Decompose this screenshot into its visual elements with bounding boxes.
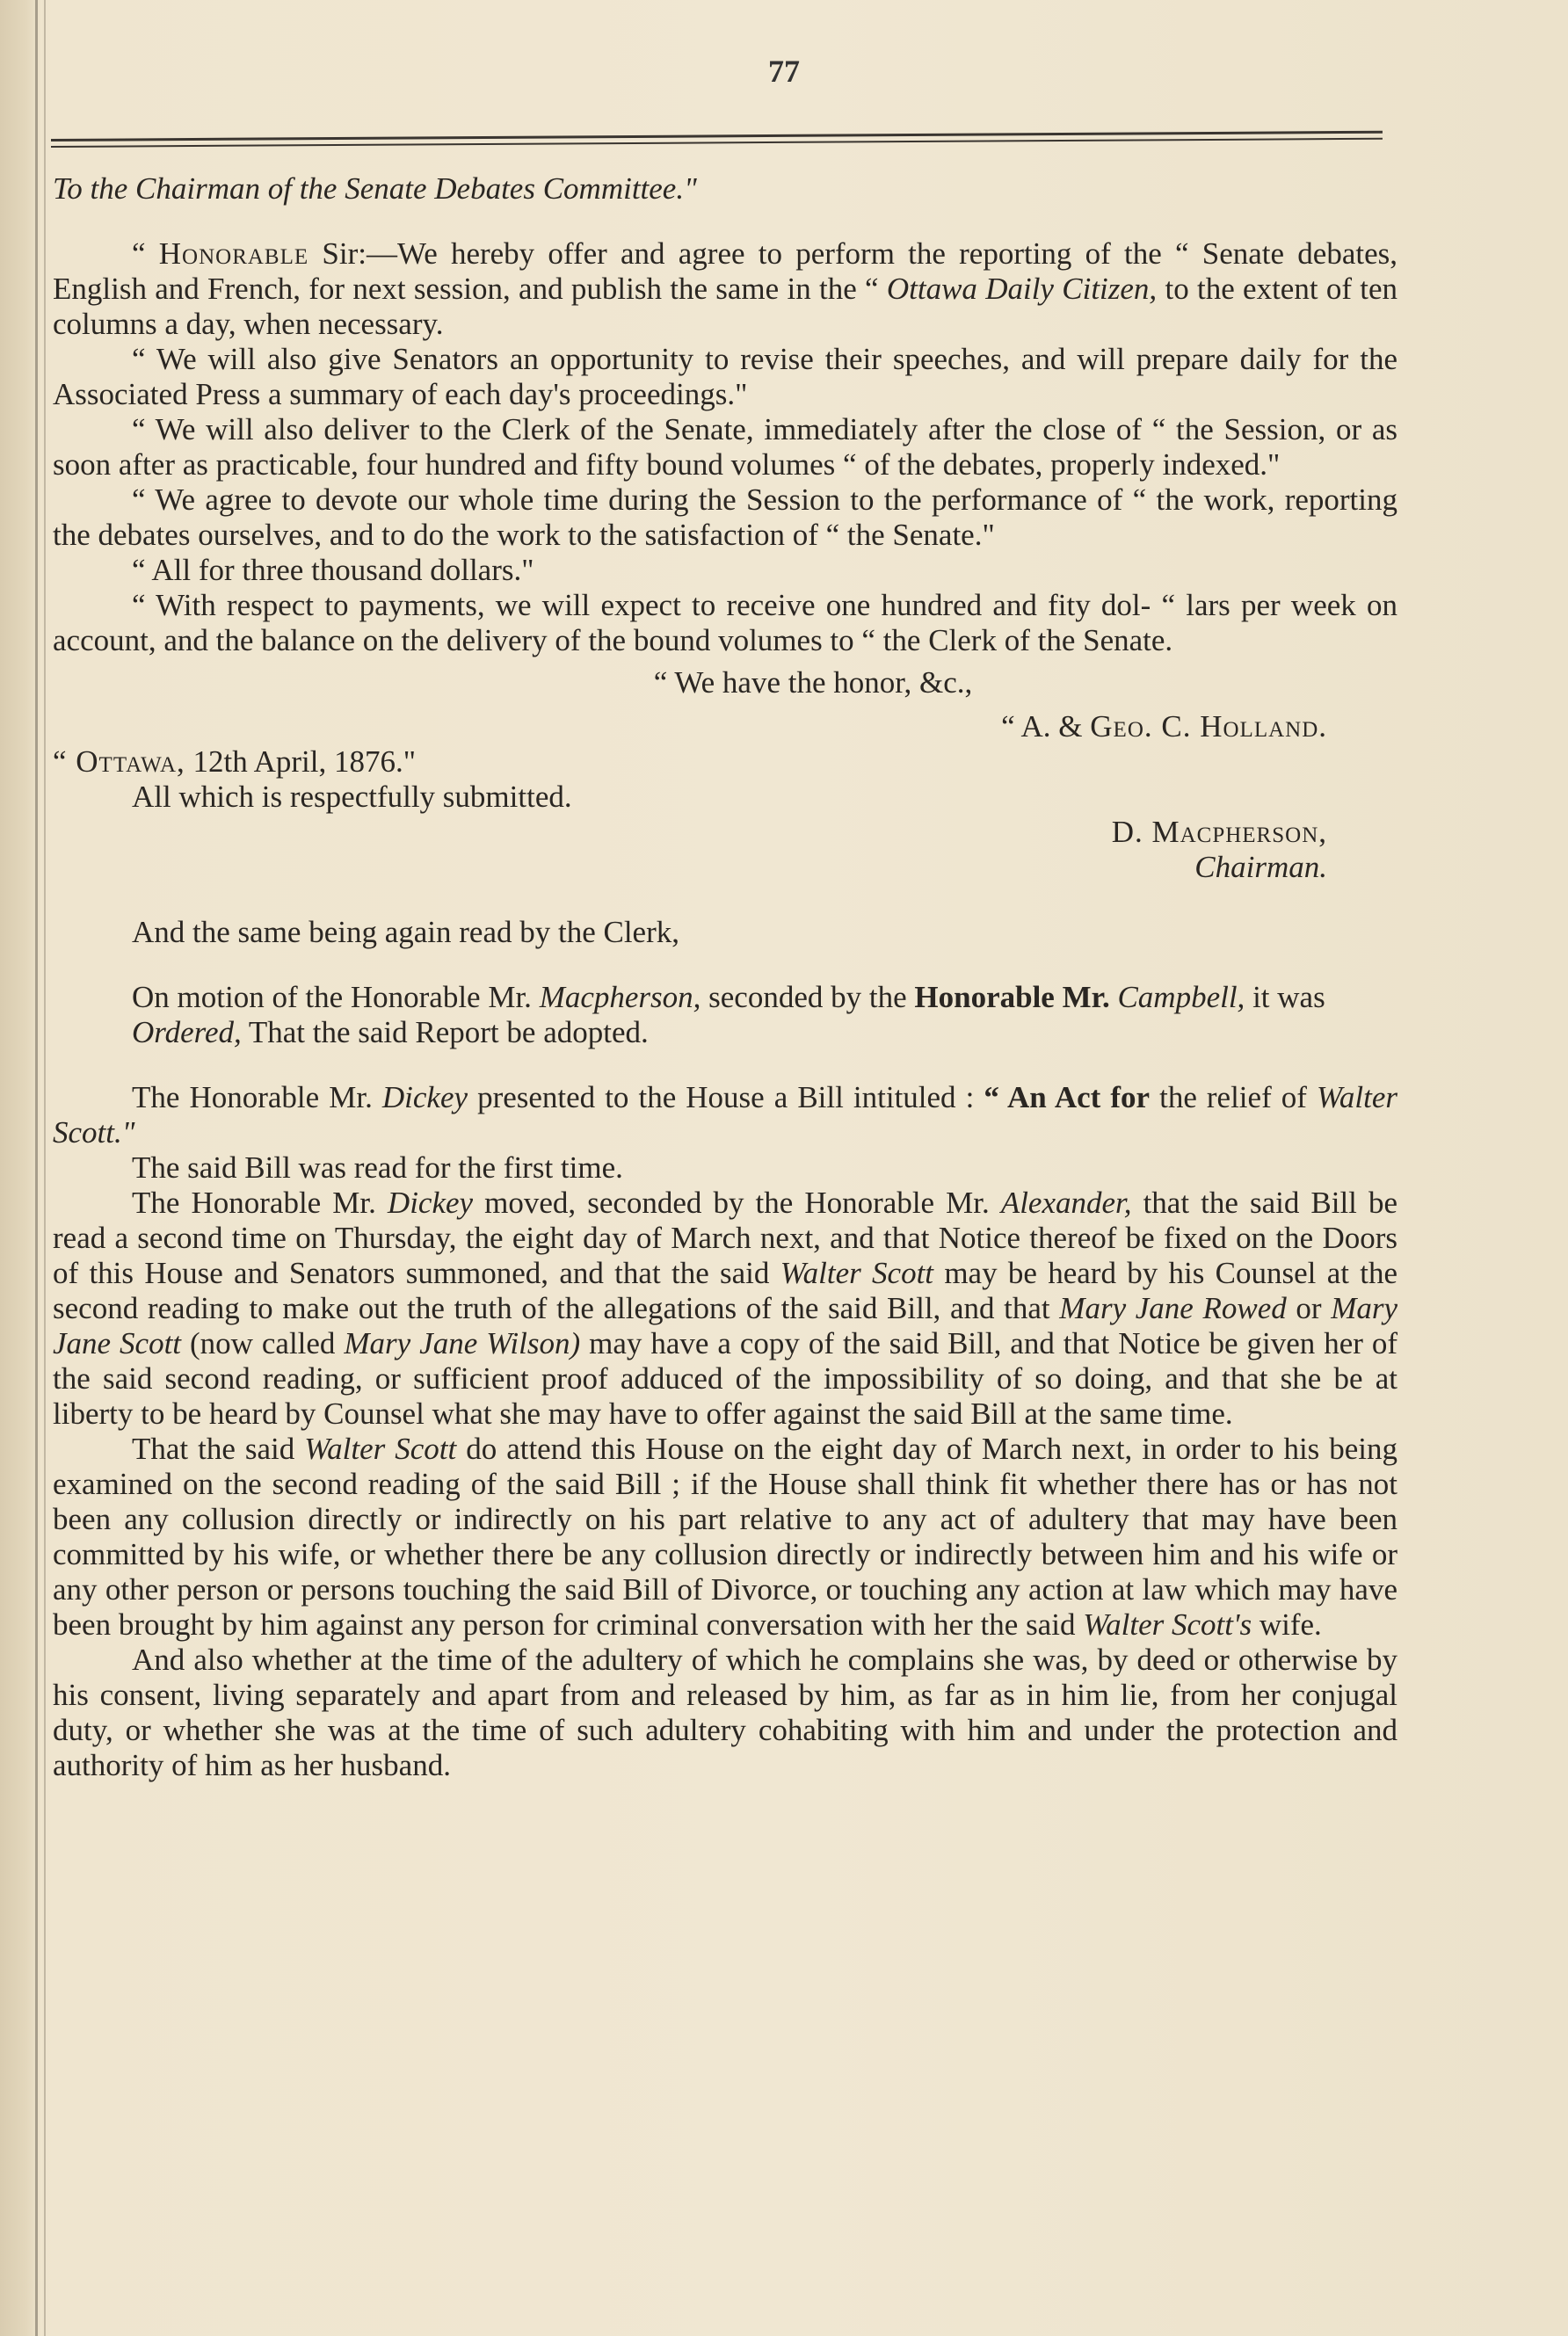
motion-mover: Macpherson,: [539, 980, 701, 1014]
second-reading-motion: [53, 1186, 1397, 1432]
also-paragraph: And also whether at the time of the adultery of which he complains she was, by deed or otherwise by his consent, living separately and apart from and released by him, as far as in him lie, from her conjugal duty, or whether she was at the time of such adultery cohabiting with him and under the protection and authority of him as her husband.: [53, 1643, 1397, 1782]
moved-name-wilson: Mary Jane Wilson): [344, 1326, 581, 1360]
attend-text-b: do attend this House on the eight day of March next, in order to his being examined on the second reading of the said Bill ; if the House shall think fit whether there has or has not been any collusion directly or indirectly on his part relative to any act of adultery that may have been committed by his wife, or whether there be any collusion directly or indirectly between him and his wife or any other person or persons touching the said Bill of Divorce, or touching any action at law which may have been brought by him against any person for criminal conversation with her the said: [53, 1432, 1398, 1642]
letter-p1-text: Sir:—We hereby offer and agree to perform the reporting of the “ Senate debates, English and French, for next session, and publish the same in the “: [53, 236, 1397, 306]
letter-paragraph-3: “ We will also deliver to the Clerk of the Senate, immediately after the close of “ the Session, or as soon after as practicable, four hundred and fifty bound volumes “ of the debates, properly indexed.": [53, 412, 1397, 482]
moved-text-g: may have a copy of the said Bill, and that Notice be given her of the said second reading, or sufficient proof adduced of the impossibility of so doing, and that she be at liberty to be heard by Counsel what she may have to offer against the said Bill at the same time.: [53, 1326, 1398, 1431]
letter-paragraph-6: “ With respect to payments, we will expect to receive one hundred and fity dol- “ lars per week on account, and the balance on the delivery of the bound volumes to “ the Clerk of the Senate.: [53, 588, 1397, 657]
page-number: 77: [768, 54, 800, 89]
motion-paragraph: [53, 980, 1397, 1015]
binding-line: [35, 0, 38, 2336]
bill-presenter: Dickey: [381, 1080, 468, 1114]
attend-name: Walter Scott: [304, 1432, 457, 1466]
moved-text-b: moved, seconded by the Honorable Mr.: [484, 1186, 990, 1220]
ordered-text: That the said Report be adopted.: [248, 1015, 649, 1049]
moved-seconder: Alexander,: [1000, 1186, 1132, 1220]
spacer: [53, 950, 1397, 980]
binding-line-inner: [44, 0, 46, 2336]
attend-name-possessive: Walter Scott's: [1083, 1607, 1252, 1642]
honorable-smallcaps: Honorable: [158, 236, 309, 271]
read-again-line: And the same being again read by the Clerk,: [132, 915, 679, 949]
moved-name-mjscott: Mary Jane Scott: [53, 1291, 1398, 1360]
ordered-line: [53, 1015, 1397, 1050]
moved-text-c: that the said Bill be read a second time on Thursday, the eight day of March next, and that Notice thereof be fixed on the Doors of this House and Senators summoned, and that the said: [53, 1186, 1397, 1290]
letter-paragraph-4: “ We agree to devote our whole time during the Session to the performance of “ the work, reporting the debates ourselves, and to do the work to the satisfaction of “ the Senate.": [53, 482, 1397, 552]
attend-text-c: wife.: [1259, 1607, 1322, 1642]
bill-title: “ An Act for: [984, 1080, 1151, 1114]
letter-p1-end: to the extent of ten columns a day, when necessary.: [53, 272, 1398, 341]
motion-text-b: seconded by the: [708, 980, 907, 1014]
bill-subject: Walter Scott.": [53, 1080, 1398, 1150]
bill-text-a: The Honorable Mr.: [132, 1080, 373, 1114]
motion-bold-text: Honorable Mr.: [914, 980, 1110, 1014]
chairman-title: Chairman.: [1194, 850, 1327, 884]
moved-name-scott: Walter Scott: [780, 1256, 934, 1290]
motion-text-c: it was: [1252, 980, 1325, 1014]
bill-text-b: presented to the House a Bill intituled :: [477, 1080, 975, 1114]
dateline-place: “ Ottawa,: [53, 744, 185, 779]
body-text: [53, 171, 1397, 1783]
letter-paragraph-1: “ Honorable Sir:—We hereby offer and agree to perform the reporting of the “ Senate debates, English and French, for next session, and publish the same in the “ Ottawa Daily Citizen, to the extent of ten columns a day, when necessary.: [53, 236, 1398, 341]
moved-text-f: (now called: [189, 1326, 336, 1360]
first-reading-line: The said Bill was read for the first time.: [132, 1150, 623, 1185]
signature-prefix: “ A. &: [1001, 709, 1083, 744]
letter-paragraph-5: “ All for three thousand dollars.": [132, 553, 534, 587]
letter-closing: “ We have the honor, &c.,: [653, 665, 973, 700]
chairman-name: D. Macpherson,: [1111, 815, 1327, 849]
moved-name-rowed: Mary Jane Rowed: [1059, 1291, 1287, 1325]
salutation: To the Chairman of the Senate Debates Committee.": [53, 171, 697, 206]
motion-seconder: Campbell,: [1117, 980, 1245, 1014]
letter-signature: [53, 709, 1397, 744]
dateline-date: 12th April, 1876.": [192, 744, 417, 779]
newspaper-name: Ottawa Daily Citizen,: [886, 272, 1158, 306]
attend-text-a: That the said: [132, 1432, 295, 1466]
bill-text-c: the relief of: [1159, 1080, 1307, 1114]
submitted-line: All which is respectfully submitted.: [132, 780, 572, 814]
spacer: [53, 1050, 1397, 1080]
attendance-paragraph: [53, 1432, 1397, 1643]
bill-presented-paragraph: [53, 1080, 1397, 1150]
ordered-label: Ordered,: [132, 1015, 242, 1049]
spacer: [53, 885, 1397, 915]
moved-text-d: may be heard by his Counsel at the second reading to make out the truth of the allegations of the said Bill, and that: [53, 1256, 1398, 1325]
motion-text-a: On motion of the Honorable Mr.: [132, 980, 532, 1014]
letter-dateline: [53, 744, 1397, 780]
signature-name: Geo. C. Holland.: [1090, 709, 1327, 744]
moved-mover: Dickey: [387, 1186, 474, 1220]
letter-paragraph-2: “ We will also give Senators an opportunity to revise their speeches, and will prepare daily for the Associated Press a summary of each day's proceedings.": [53, 342, 1397, 411]
moved-text-a: The Honorable Mr.: [132, 1186, 376, 1220]
moved-text-e: or: [1296, 1291, 1322, 1325]
